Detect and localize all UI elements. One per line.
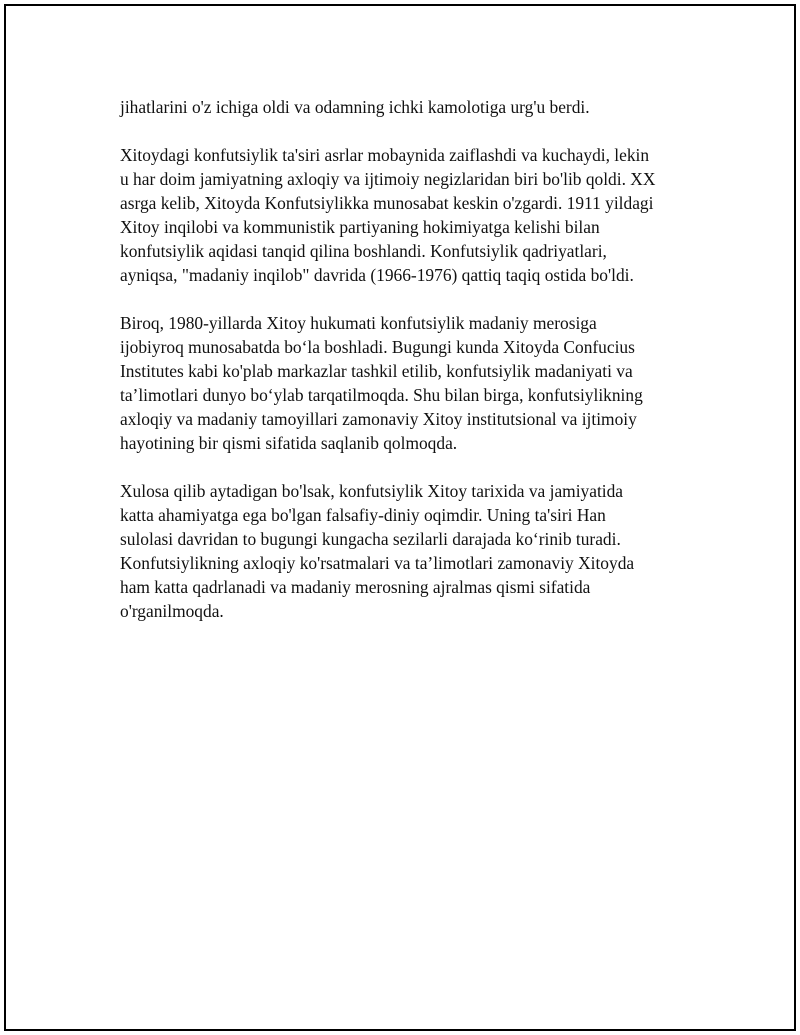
paragraph-1 <box>120 95 694 119</box>
text-line: katta ahamiyatga ega bo'lgan falsafiy-diniy oqimdir. Uning ta'siri Han <box>120 505 606 525</box>
text-line: jihatlarini o'z ichiga oldi va odamning ichki kamolotiga urg'u berdi. <box>120 97 590 117</box>
text-line: Xitoy inqilobi va kommunistik partiyaning hokimiyatga kelishi bilan <box>120 217 600 237</box>
paragraph-2 <box>120 143 694 287</box>
text-line: u har doim jamiyatning axloqiy va ijtimoiy negizlaridan biri bo'lib qoldi. XX <box>120 169 656 189</box>
text-line: axloqiy va madaniy tamoyillari zamonaviy Xitoy institutsional va ijtimoiy <box>120 409 637 429</box>
text-line: hayotining bir qismi sifatida saqlanib qolmoqda. <box>120 433 458 453</box>
text-line: konfutsiylik aqidasi tanqid qilina boshlandi. Konfutsiylik qadriyatlari, <box>120 241 607 261</box>
text-line: Xulosa qilib aytadigan bo'lsak, konfutsiylik Xitoy tarixida va jamiyatida <box>120 481 624 501</box>
paragraph-3 <box>120 311 694 455</box>
text-line: sulolasi davridan to bugungi kungacha sezilarli darajada ko‘rinib turadi. <box>120 529 621 549</box>
paragraph-4 <box>120 479 694 623</box>
text-line: o'rganilmoqda. <box>120 601 224 621</box>
document-page <box>4 4 796 1031</box>
document-body <box>120 95 694 647</box>
text-line: Konfutsiylikning axloqiy ko'rsatmalari va ta’limotlari zamonaviy Xitoyda <box>120 553 635 573</box>
text-line: Institutes kabi ko'plab markazlar tashkil etilib, konfutsiylik madaniyati va <box>120 361 633 381</box>
text-line: ijobiyroq munosabatda bo‘la boshladi. Bugungi kunda Xitoyda Confucius <box>120 337 635 357</box>
text-line: ta’limotlari dunyo bo‘ylab tarqatilmoqda. Shu bilan birga, konfutsiylikning <box>120 385 643 405</box>
text-line: ham katta qadrlanadi va madaniy merosning ajralmas qismi sifatida <box>120 577 591 597</box>
text-line: Xitoydagi konfutsiylik ta'siri asrlar mobaynida zaiflashdi va kuchaydi, lekin <box>120 145 650 165</box>
text-line: Biroq, 1980-yillarda Xitoy hukumati konfutsiylik madaniy merosiga <box>120 313 597 333</box>
text-line: ayniqsa, "madaniy inqilob" davrida (1966-1976) qattiq taqiq ostida bo'ldi. <box>120 265 634 285</box>
text-line: asrga kelib, Xitoyda Konfutsiylikka munosabat keskin o'zgardi. 1911 yildagi <box>120 193 654 213</box>
